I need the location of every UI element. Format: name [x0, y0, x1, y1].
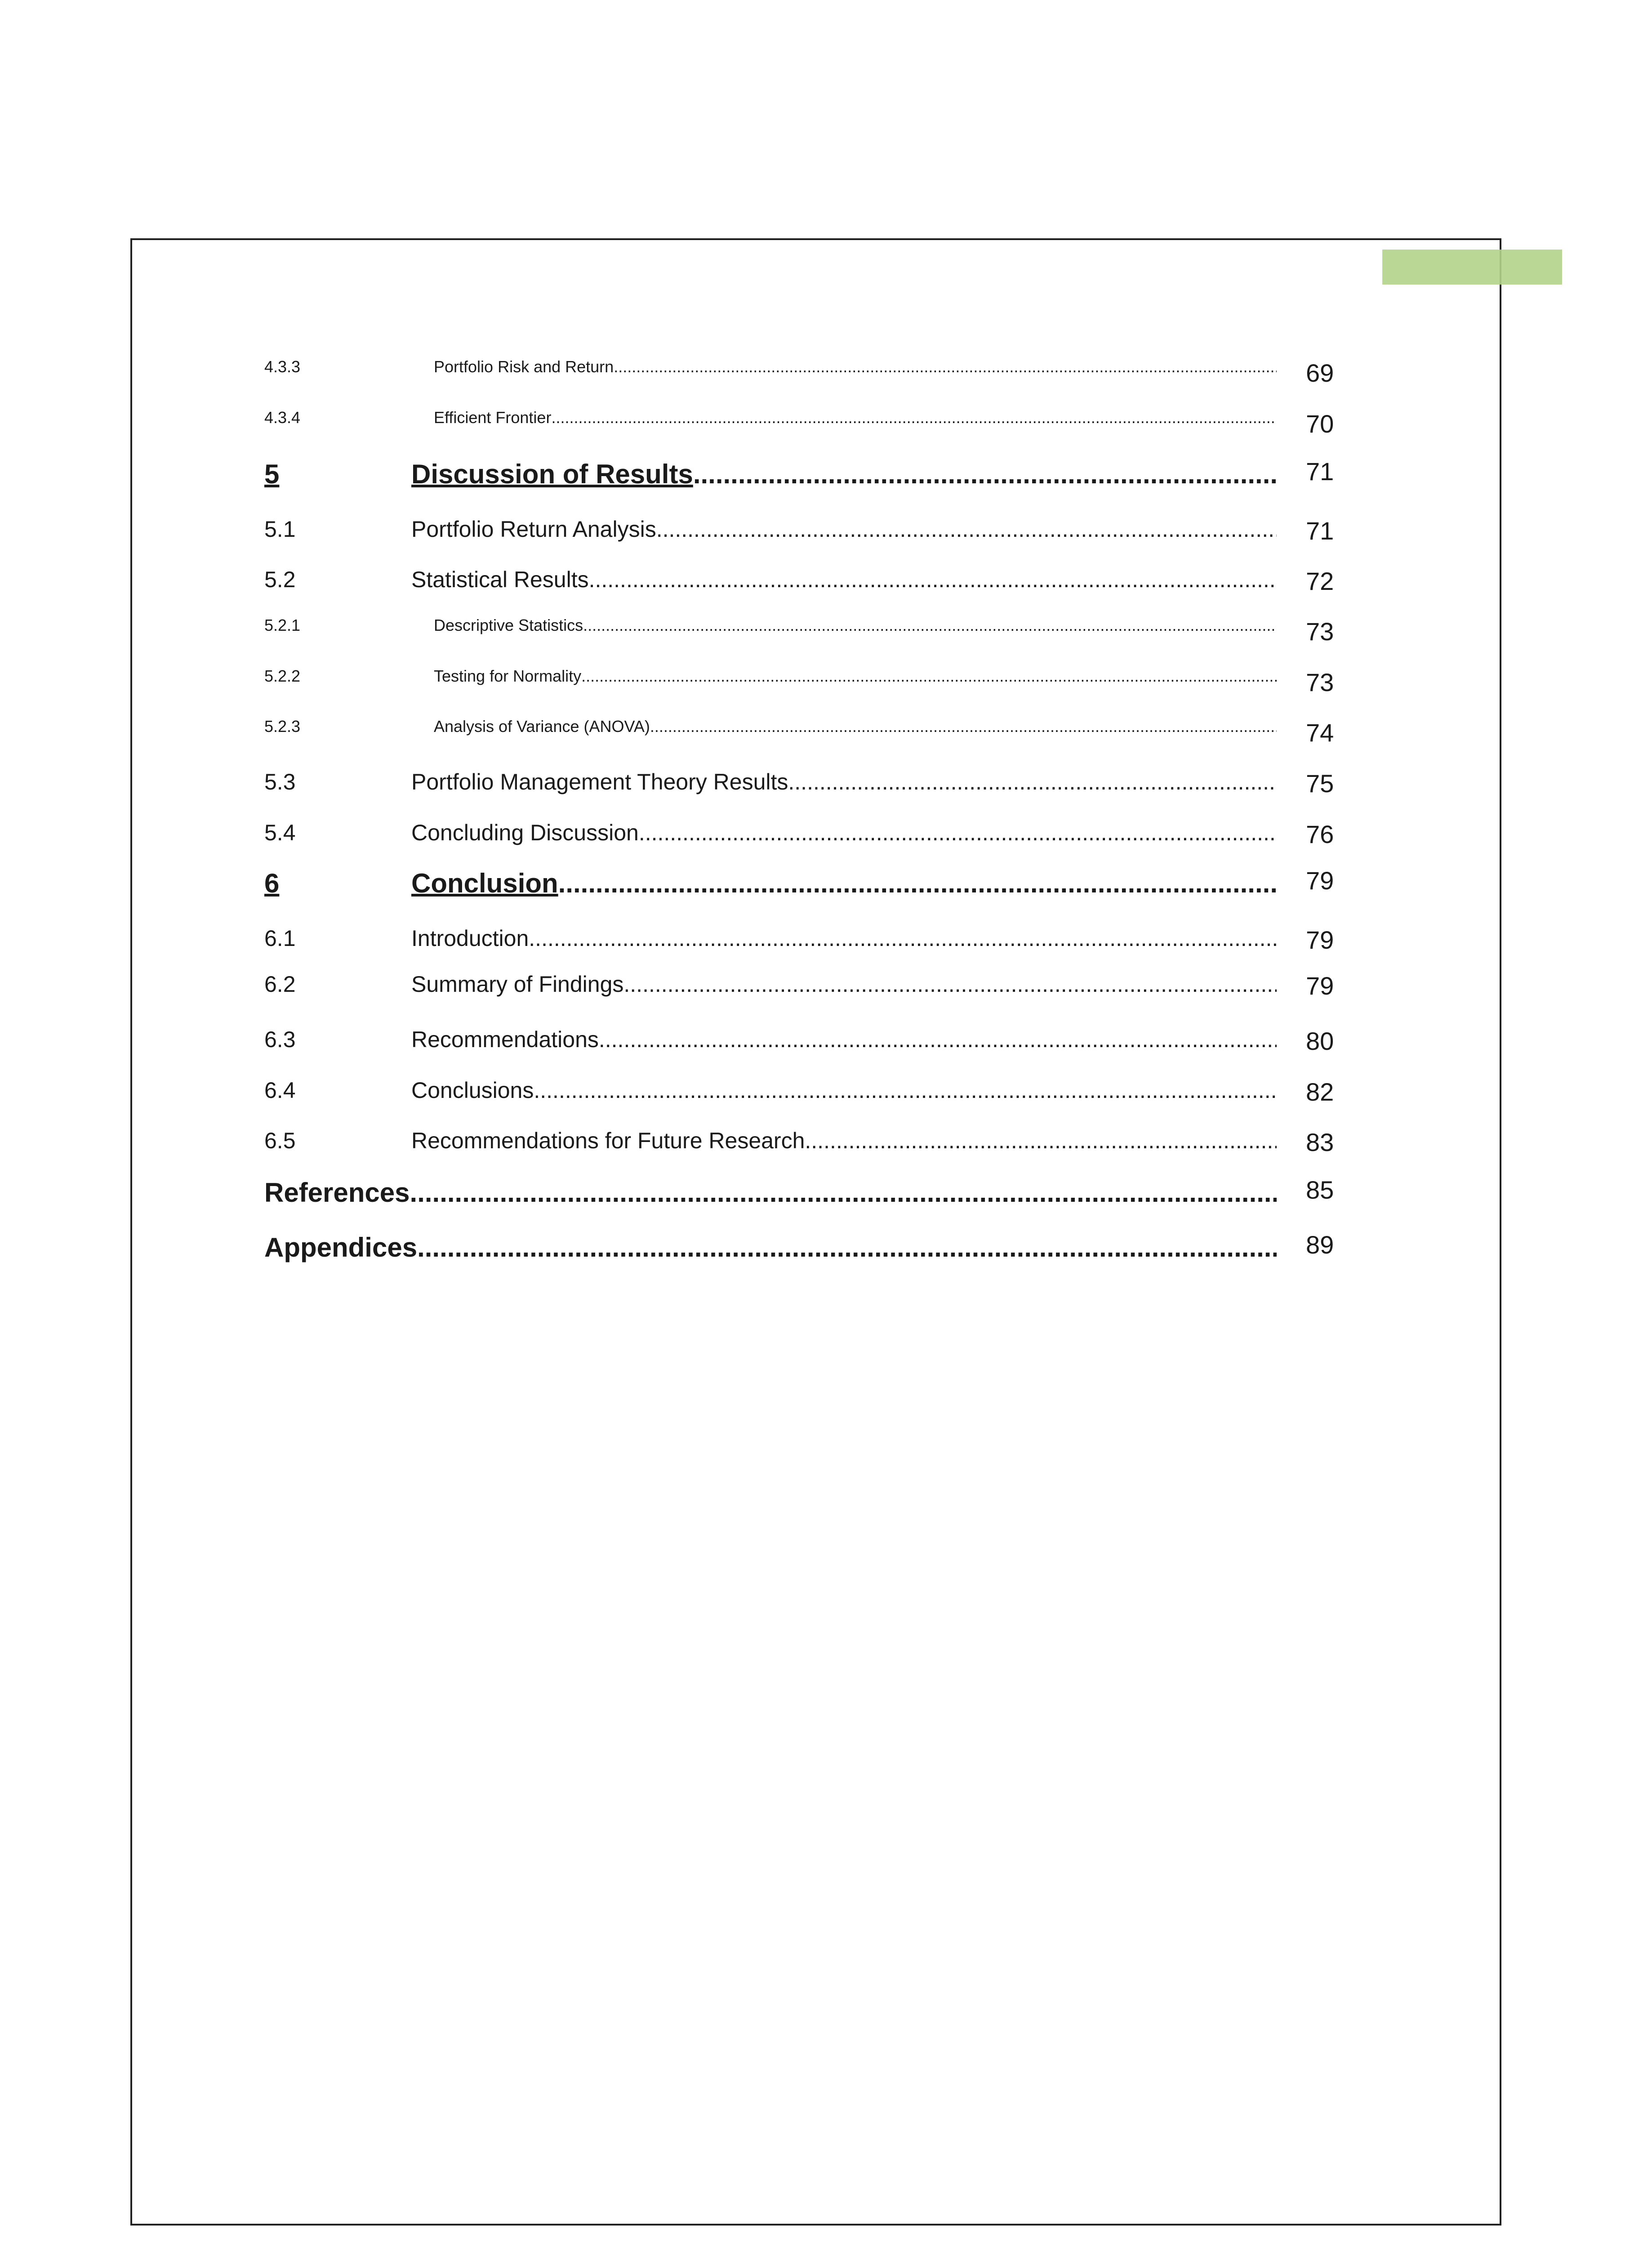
toc-entry-title-line — [411, 1128, 1277, 1154]
toc-entry-title: Discussion of Results — [411, 459, 693, 489]
header-accent-tab — [1382, 250, 1562, 285]
toc-entry-page: 80 — [1306, 1027, 1334, 1055]
toc-entry-title-line — [411, 459, 1277, 490]
toc-entry-title: Analysis of Variance (ANOVA) — [434, 717, 650, 736]
toc-entry-title-line — [411, 769, 1277, 795]
dot-leader — [650, 717, 1277, 736]
toc-entry-number: 5.4 — [264, 820, 296, 845]
toc-entry-title-line — [264, 1232, 1277, 1263]
dot-leader — [410, 1177, 1277, 1208]
dot-leader — [599, 1026, 1277, 1053]
toc-entry-page: 89 — [1306, 1231, 1334, 1259]
toc-entry-page: 71 — [1306, 517, 1334, 545]
toc-entry-title-line — [264, 1177, 1277, 1208]
dot-leader — [693, 459, 1277, 490]
toc-entry-title: Recommendations — [411, 1027, 599, 1052]
toc-entry-title: Concluding Discussion — [411, 820, 639, 845]
dot-leader — [581, 667, 1277, 686]
toc-entry-number: 6.2 — [264, 972, 296, 997]
toc-entry-title-line — [411, 1026, 1277, 1053]
toc-entry-title-line — [411, 868, 1277, 899]
toc-entry-title-line — [434, 667, 1277, 686]
dot-leader — [656, 516, 1277, 542]
toc-entry-page: 79 — [1306, 866, 1334, 895]
dot-leader — [534, 1077, 1277, 1103]
toc-entry-number: 5.3 — [264, 769, 296, 794]
toc-entry-title: Conclusion — [411, 868, 558, 898]
toc-entry-title: References — [264, 1178, 410, 1208]
toc-entry-title: Statistical Results — [411, 567, 589, 592]
toc-entry-page: 79 — [1306, 926, 1334, 954]
toc-entry-page: 79 — [1306, 972, 1334, 1000]
toc-entry-page: 73 — [1306, 668, 1334, 696]
toc-entry-number: 5.2.2 — [264, 667, 301, 685]
toc-entry-title: Introduction — [411, 926, 529, 951]
toc-entry-title: Recommendations for Future Research — [411, 1128, 805, 1153]
toc-entry-title: Portfolio Risk and Return — [434, 357, 614, 376]
toc-entry-number: 5.2.3 — [264, 717, 301, 736]
toc-entry-title: Portfolio Return Analysis — [411, 517, 656, 542]
dot-leader — [529, 925, 1277, 951]
toc-entry-number: 6.5 — [264, 1128, 296, 1153]
toc-entry-page: 71 — [1306, 457, 1334, 486]
toc-entry-page: 72 — [1306, 567, 1334, 595]
dot-leader — [788, 769, 1277, 795]
toc-entry-number: 4.3.3 — [264, 357, 301, 376]
toc-entry-page: 73 — [1306, 617, 1334, 646]
toc-entry-page: 74 — [1306, 718, 1334, 747]
dot-leader — [551, 408, 1277, 427]
dot-leader — [583, 616, 1277, 635]
toc-entry-number: 5.1 — [264, 517, 296, 542]
toc-entry-title-line — [434, 717, 1277, 736]
toc-entry-page: 85 — [1306, 1176, 1334, 1204]
toc-entry-title: Appendices — [264, 1232, 418, 1262]
toc-entry-number: 6 — [264, 868, 280, 898]
dot-leader — [639, 820, 1277, 846]
toc-entry-title: Conclusions — [411, 1078, 534, 1103]
toc-entry-title: Testing for Normality — [434, 667, 582, 685]
toc-entry-title-line — [411, 925, 1277, 951]
toc-entry-title-line — [411, 971, 1277, 997]
toc-entry-page: 75 — [1306, 769, 1334, 798]
dot-leader — [558, 868, 1277, 899]
toc-entry-number: 4.3.4 — [264, 408, 301, 427]
toc-entry-title-line — [411, 820, 1277, 846]
dot-leader — [805, 1128, 1277, 1154]
toc-entry-number: 6.4 — [264, 1078, 296, 1103]
toc-entry-number: 5 — [264, 459, 280, 489]
dot-leader — [417, 1232, 1277, 1263]
toc-entry-number: 5.2.1 — [264, 616, 301, 634]
dot-leader — [614, 357, 1277, 376]
toc-entry-number: 5.2 — [264, 567, 296, 592]
toc-entry-title: Efficient Frontier — [434, 408, 552, 427]
toc-entry-title-line — [434, 408, 1277, 427]
toc-entry-page: 82 — [1306, 1078, 1334, 1106]
toc-entry-title-line — [434, 616, 1277, 635]
toc-entry-title: Portfolio Management Theory Results — [411, 769, 788, 794]
toc-entry-title-line — [434, 357, 1277, 376]
dot-leader — [589, 566, 1277, 593]
toc-entry-title-line — [411, 516, 1277, 542]
toc-entry-page: 70 — [1306, 410, 1334, 438]
toc-entry-page: 69 — [1306, 359, 1334, 387]
toc-entry-title-line — [411, 1077, 1277, 1103]
toc-entry-title: Summary of Findings — [411, 972, 624, 997]
toc-entry-title-line — [411, 566, 1277, 593]
toc-entry-page: 83 — [1306, 1128, 1334, 1156]
dot-leader — [623, 971, 1277, 997]
toc-entry-page: 76 — [1306, 820, 1334, 848]
toc-entry-number: 6.3 — [264, 1027, 296, 1052]
toc-entry-title: Descriptive Statistics — [434, 616, 583, 634]
toc-entry-number: 6.1 — [264, 926, 296, 951]
